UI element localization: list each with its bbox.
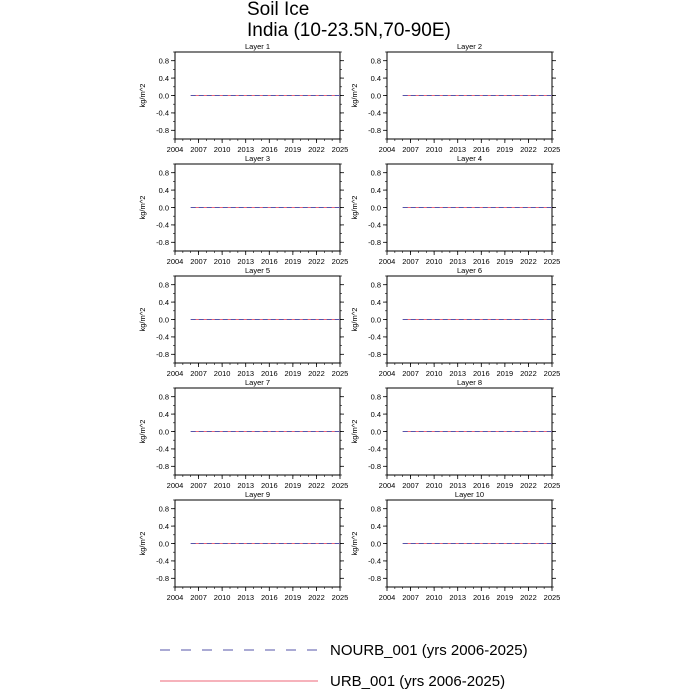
- x-tick-label: 2019: [496, 257, 514, 266]
- x-tick-label: 2022: [520, 257, 537, 266]
- x-tick-label: 2022: [308, 369, 325, 378]
- panel-title-8: Layer 8: [456, 378, 483, 387]
- y-tick-label: 0.4: [158, 521, 169, 531]
- x-tick-label: 2019: [284, 481, 302, 490]
- x-tick-label: 2007: [190, 593, 207, 602]
- y-tick-label: -0.4: [156, 556, 169, 566]
- x-tick-label: 2025: [543, 145, 561, 154]
- x-tick-label: 2022: [308, 257, 325, 266]
- x-tick-label: 2022: [520, 481, 537, 490]
- y-axis-label: kg/m^2: [138, 83, 147, 108]
- y-tick-label: 0.8: [370, 56, 381, 66]
- x-tick-label: 2013: [237, 145, 255, 154]
- y-tick-label: 0.8: [158, 168, 169, 178]
- x-tick-label: 2007: [190, 257, 207, 266]
- x-tick-label: 2016: [260, 593, 278, 602]
- x-tick-label: 2004: [378, 257, 396, 266]
- y-axis-label: kg/m^2: [350, 419, 359, 444]
- y-axis-label: kg/m^2: [350, 195, 359, 220]
- y-tick-label: -0.8: [156, 574, 169, 584]
- x-tick-label: 2004: [166, 145, 184, 154]
- x-tick-label: 2025: [331, 257, 349, 266]
- x-tick-label: 2022: [520, 145, 537, 154]
- x-tick-label: 2025: [331, 481, 349, 490]
- y-axis-label: kg/m^2: [138, 419, 147, 444]
- y-tick-label: -0.4: [156, 108, 169, 118]
- x-tick-label: 2007: [190, 481, 207, 490]
- x-tick-label: 2022: [308, 145, 325, 154]
- panel-title-7: Layer 7: [244, 378, 271, 387]
- y-axis-label: kg/m^2: [350, 307, 359, 332]
- x-tick-label: 2013: [237, 593, 255, 602]
- y-tick-label: -0.8: [156, 126, 169, 136]
- panel-title-3: Layer 3: [244, 154, 271, 163]
- x-tick-label: 2016: [472, 145, 490, 154]
- y-tick-label: -0.8: [368, 126, 381, 136]
- x-tick-label: 2007: [402, 257, 419, 266]
- y-tick-label: -0.8: [156, 238, 169, 248]
- x-tick-label: 2022: [308, 481, 325, 490]
- x-tick-label: 2025: [331, 593, 349, 602]
- y-tick-label: 0.4: [158, 73, 169, 83]
- y-tick-label: 0.8: [158, 280, 169, 290]
- x-tick-label: 2013: [449, 593, 467, 602]
- x-tick-label: 2019: [496, 369, 514, 378]
- chart-title-line-1: Soil Ice: [247, 0, 310, 20]
- x-tick-label: 2013: [449, 481, 467, 490]
- x-tick-label: 2016: [472, 481, 490, 490]
- y-tick-label: 0.4: [370, 185, 381, 195]
- x-tick-label: 2010: [213, 593, 231, 602]
- x-tick-label: 2019: [284, 145, 302, 154]
- x-tick-label: 2004: [378, 481, 396, 490]
- x-tick-label: 2004: [378, 593, 396, 602]
- x-tick-label: 2013: [449, 369, 467, 378]
- x-tick-label: 2010: [213, 257, 231, 266]
- y-tick-label: -0.4: [156, 220, 169, 230]
- x-tick-label: 2013: [449, 257, 467, 266]
- x-tick-label: 2013: [237, 481, 255, 490]
- x-tick-label: 2019: [496, 481, 514, 490]
- chart-title-line-2: India (10-23.5N,70-90E): [247, 20, 451, 41]
- x-tick-label: 2010: [425, 593, 443, 602]
- x-tick-label: 2016: [260, 369, 278, 378]
- x-tick-label: 2007: [190, 145, 207, 154]
- y-tick-label: 0.8: [370, 504, 381, 514]
- x-tick-label: 2016: [260, 145, 278, 154]
- y-tick-label: 0.4: [370, 73, 381, 83]
- x-tick-label: 2025: [543, 481, 561, 490]
- x-tick-label: 2004: [166, 481, 184, 490]
- y-tick-label: -0.4: [368, 220, 381, 230]
- y-tick-label: 0.4: [158, 185, 169, 195]
- panel-title-6: Layer 6: [456, 266, 483, 275]
- x-tick-label: 2007: [402, 145, 419, 154]
- x-tick-label: 2019: [496, 145, 514, 154]
- x-tick-label: 2016: [260, 257, 278, 266]
- x-tick-label: 2019: [284, 369, 302, 378]
- x-tick-label: 2004: [166, 593, 184, 602]
- x-tick-label: 2007: [402, 593, 419, 602]
- x-tick-label: 2004: [166, 257, 184, 266]
- y-tick-label: 0.8: [158, 504, 169, 514]
- x-tick-label: 2019: [496, 593, 514, 602]
- y-axis-label: kg/m^2: [350, 531, 359, 556]
- y-tick-label: 0.8: [370, 280, 381, 290]
- y-tick-label: 0.8: [370, 168, 381, 178]
- panel-title-2: Layer 2: [456, 42, 483, 51]
- y-tick-label: 0.0: [370, 203, 381, 213]
- x-tick-label: 2019: [284, 257, 302, 266]
- y-tick-label: 0.0: [158, 203, 169, 213]
- y-tick-label: 0.0: [158, 427, 169, 437]
- y-tick-label: 0.0: [370, 315, 381, 325]
- y-tick-label: 0.0: [158, 315, 169, 325]
- y-tick-label: 0.0: [370, 539, 381, 549]
- y-tick-label: -0.8: [368, 574, 381, 584]
- x-tick-label: 2010: [425, 481, 443, 490]
- x-tick-label: 2007: [190, 369, 207, 378]
- y-tick-label: -0.4: [368, 108, 381, 118]
- y-tick-label: 0.8: [370, 392, 381, 402]
- y-tick-label: -0.4: [156, 444, 169, 454]
- x-tick-label: 2016: [260, 481, 278, 490]
- y-axis-label: kg/m^2: [138, 195, 147, 220]
- y-axis-label: kg/m^2: [350, 83, 359, 108]
- x-tick-label: 2025: [543, 593, 561, 602]
- y-tick-label: -0.4: [368, 332, 381, 342]
- y-tick-label: -0.8: [368, 238, 381, 248]
- legend-label-2: URB_001 (yrs 2006-2025): [330, 673, 506, 690]
- y-tick-label: 0.4: [370, 409, 381, 419]
- y-tick-label: 0.0: [370, 91, 381, 101]
- x-tick-label: 2022: [520, 369, 537, 378]
- y-tick-label: -0.8: [368, 350, 381, 360]
- y-axis-label: kg/m^2: [138, 307, 147, 332]
- y-tick-label: 0.8: [158, 392, 169, 402]
- x-tick-label: 2010: [213, 369, 231, 378]
- legend-label-1: NOURB_001 (yrs 2006-2025): [330, 642, 528, 659]
- x-tick-label: 2025: [331, 145, 349, 154]
- y-tick-label: -0.8: [156, 350, 169, 360]
- x-tick-label: 2013: [237, 369, 255, 378]
- panel-title-1: Layer 1: [244, 42, 271, 51]
- x-tick-label: 2010: [425, 369, 443, 378]
- x-tick-label: 2010: [213, 481, 231, 490]
- y-axis-label: kg/m^2: [138, 531, 147, 556]
- x-tick-label: 2013: [449, 145, 467, 154]
- x-tick-label: 2010: [425, 145, 443, 154]
- x-tick-label: 2004: [378, 145, 396, 154]
- panel-title-4: Layer 4: [456, 154, 483, 163]
- y-tick-label: -0.4: [368, 444, 381, 454]
- x-tick-label: 2025: [331, 369, 349, 378]
- x-tick-label: 2022: [520, 593, 537, 602]
- x-tick-label: 2004: [166, 369, 184, 378]
- y-tick-label: -0.4: [368, 556, 381, 566]
- x-tick-label: 2016: [472, 257, 490, 266]
- y-tick-label: 0.4: [158, 409, 169, 419]
- y-tick-label: 0.4: [158, 297, 169, 307]
- y-tick-label: -0.4: [156, 332, 169, 342]
- x-tick-label: 2019: [284, 593, 302, 602]
- y-tick-label: 0.4: [370, 521, 381, 531]
- panel-title-5: Layer 5: [244, 266, 271, 275]
- x-tick-label: 2010: [425, 257, 443, 266]
- y-tick-label: -0.8: [368, 462, 381, 472]
- y-tick-label: 0.0: [158, 91, 169, 101]
- x-tick-label: 2013: [237, 257, 255, 266]
- x-tick-label: 2010: [213, 145, 231, 154]
- x-tick-label: 2022: [308, 593, 325, 602]
- y-tick-label: 0.0: [158, 539, 169, 549]
- x-tick-label: 2016: [472, 593, 490, 602]
- x-tick-label: 2025: [543, 257, 561, 266]
- panel-title-9: Layer 9: [244, 490, 271, 499]
- x-tick-label: 2016: [472, 369, 490, 378]
- x-tick-label: 2007: [402, 481, 419, 490]
- y-tick-label: 0.4: [370, 297, 381, 307]
- x-tick-label: 2025: [543, 369, 561, 378]
- x-tick-label: 2007: [402, 369, 419, 378]
- y-tick-label: -0.8: [156, 462, 169, 472]
- y-tick-label: 0.8: [158, 56, 169, 66]
- panel-title-10: Layer 10: [454, 490, 485, 499]
- y-tick-label: 0.0: [370, 427, 381, 437]
- x-tick-label: 2004: [378, 369, 396, 378]
